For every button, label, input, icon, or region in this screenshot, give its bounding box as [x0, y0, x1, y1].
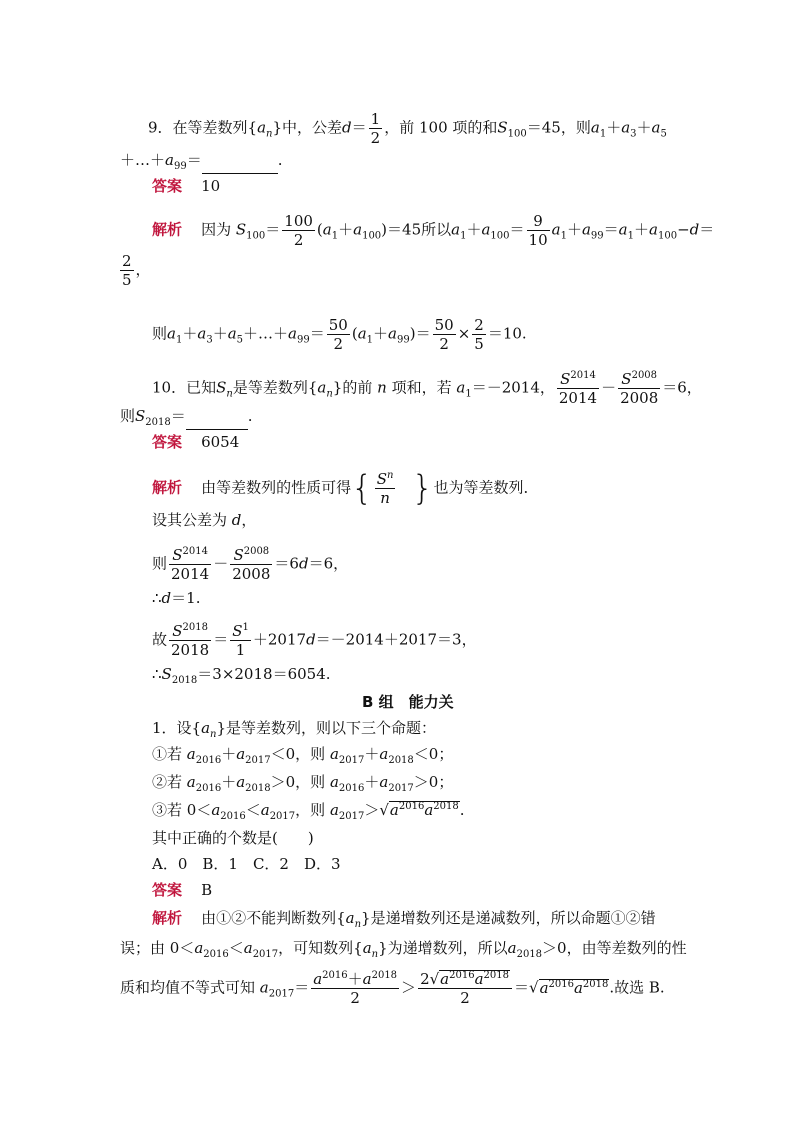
- q10-solution-l3: 则 $\frac{S^{2014}}{2014}$ － $\frac{S^{2008}}{2008}$ ＝6d＝6，: [152, 546, 349, 583]
- b1-prompt: 其中正确的个数是( ): [152, 829, 314, 847]
- q9-solution: 解析 因为 $S_{100}=$ $\frac{100}{2}$ $(a_1+a_{100})=45$所以$a_1+a_{100}=$ $\frac{9}{10}$ $a_1+a_{99}=a_1+a_{100}-d=$: [152, 212, 715, 249]
- answer-value: B: [201, 881, 213, 899]
- q9-line1: 9．在等差数列$\{a_n\}$中，公差d＝ $\frac{1}{2}$ ，前 100 项的和$S_{100}=45$，则$a_1+a_3+a_5$: [148, 110, 667, 147]
- answer-label: 答案: [152, 433, 183, 451]
- solution-label: 解析: [152, 220, 183, 239]
- b1-answer: [152, 880, 212, 900]
- answer-blank: [186, 409, 248, 430]
- group-b-heading: B 组 能力关: [362, 693, 454, 711]
- b1-solution-l1: 解析 由①②不能判断数列$\{a_n\}$是递增数列还是递减数列，所以命题①②错: [152, 909, 656, 930]
- b1-solution-l2: 误；由 $0<a_{2016}<a_{2017}$，可知数列$\{a_n\}$为递增数列，所以$a_{2018}>0$，由等差数列的性: [120, 939, 687, 960]
- q10-solution: 解析 由等差数列的性质可得{ $\frac{S^n}{n}$ }也为等差数列．: [152, 468, 539, 509]
- q9-answer: [152, 176, 220, 196]
- q9-number: 9．: [148, 118, 173, 137]
- b1-solution-l3: 质和均值不等式可知 $a_{2017}=$ $\frac{a^{2016}+a^{2018}}{2}$ ＞ $\frac{2√a^{2016}a^{2018}}{2}$ $=√a^{2016}a^{2018}$.故选 B.: [120, 970, 665, 1007]
- answer-label: 答案: [152, 177, 183, 195]
- b1-choice-3: ③若 $0<a_{2016}<a_{2017}$，则 $a_{2017}>√a^{2016}a^{2018}$.: [152, 801, 465, 822]
- b1-choice-2: ②若 $a_{2016}+a_{2018}>0$，则 $a_{2016}+a_{2017}>0$；: [152, 773, 454, 794]
- fraction-one-half: $\frac{1}{2}$: [370, 110, 381, 147]
- answer-blank: [202, 153, 278, 174]
- answer-value: 10: [201, 177, 221, 195]
- b1-choice-1: ①若 $a_{2016}+a_{2017}<0$，则 $a_{2017}+a_{2018}<0$；: [152, 745, 454, 766]
- solution-label: 解析: [152, 478, 183, 497]
- answer-value: 6054: [201, 433, 240, 451]
- b1-options: A．0 B．1 C．2 D．3: [152, 855, 341, 873]
- q10-solution-l6: $\therefore S_{2018}=3\times 2018=6054$.: [152, 665, 331, 686]
- q10-solution-l4: ∴d＝1.: [152, 589, 201, 607]
- q10-line2: 则$S_{2018}=$ .: [120, 407, 253, 428]
- solution-label: 解析: [152, 909, 183, 927]
- q9-line2: $+\dots+a_{99}=$ .: [120, 151, 283, 172]
- q9-solution-frac: $\frac{2}{5}$ ，: [122, 252, 151, 289]
- q9-solution-result: 则$a_1+a_3+a_5+\dots+a_{99}=$ $\frac{50}{2}$ $(a_1+a_{99})=$ $\frac{50}{2}$ × $\frac{2}{5}$ ＝10.: [152, 316, 527, 353]
- q10-solution-l5: 故 $\frac{S^{2018}}{2018}$ ＝ $\frac{S^1}{1}$ ＋2017d＝－2014＋2017＝3，: [152, 622, 477, 659]
- q10-answer: [152, 432, 239, 452]
- q10-solution-l2: 设其公差为 d，: [152, 511, 257, 529]
- b1-question: 1．设$\{a_n\}$是等差数列，则以下三个命题：: [152, 719, 437, 740]
- q10-line1: 10．已知$S_n$是等差数列$\{a_n\}$的前 n 项和，若 $a_1=-2014$， $\frac{S^{2014}}{2014}$ － $\frac{S^{2008}}{2008}$ ＝6，: [152, 370, 702, 407]
- answer-label: 答案: [152, 881, 183, 899]
